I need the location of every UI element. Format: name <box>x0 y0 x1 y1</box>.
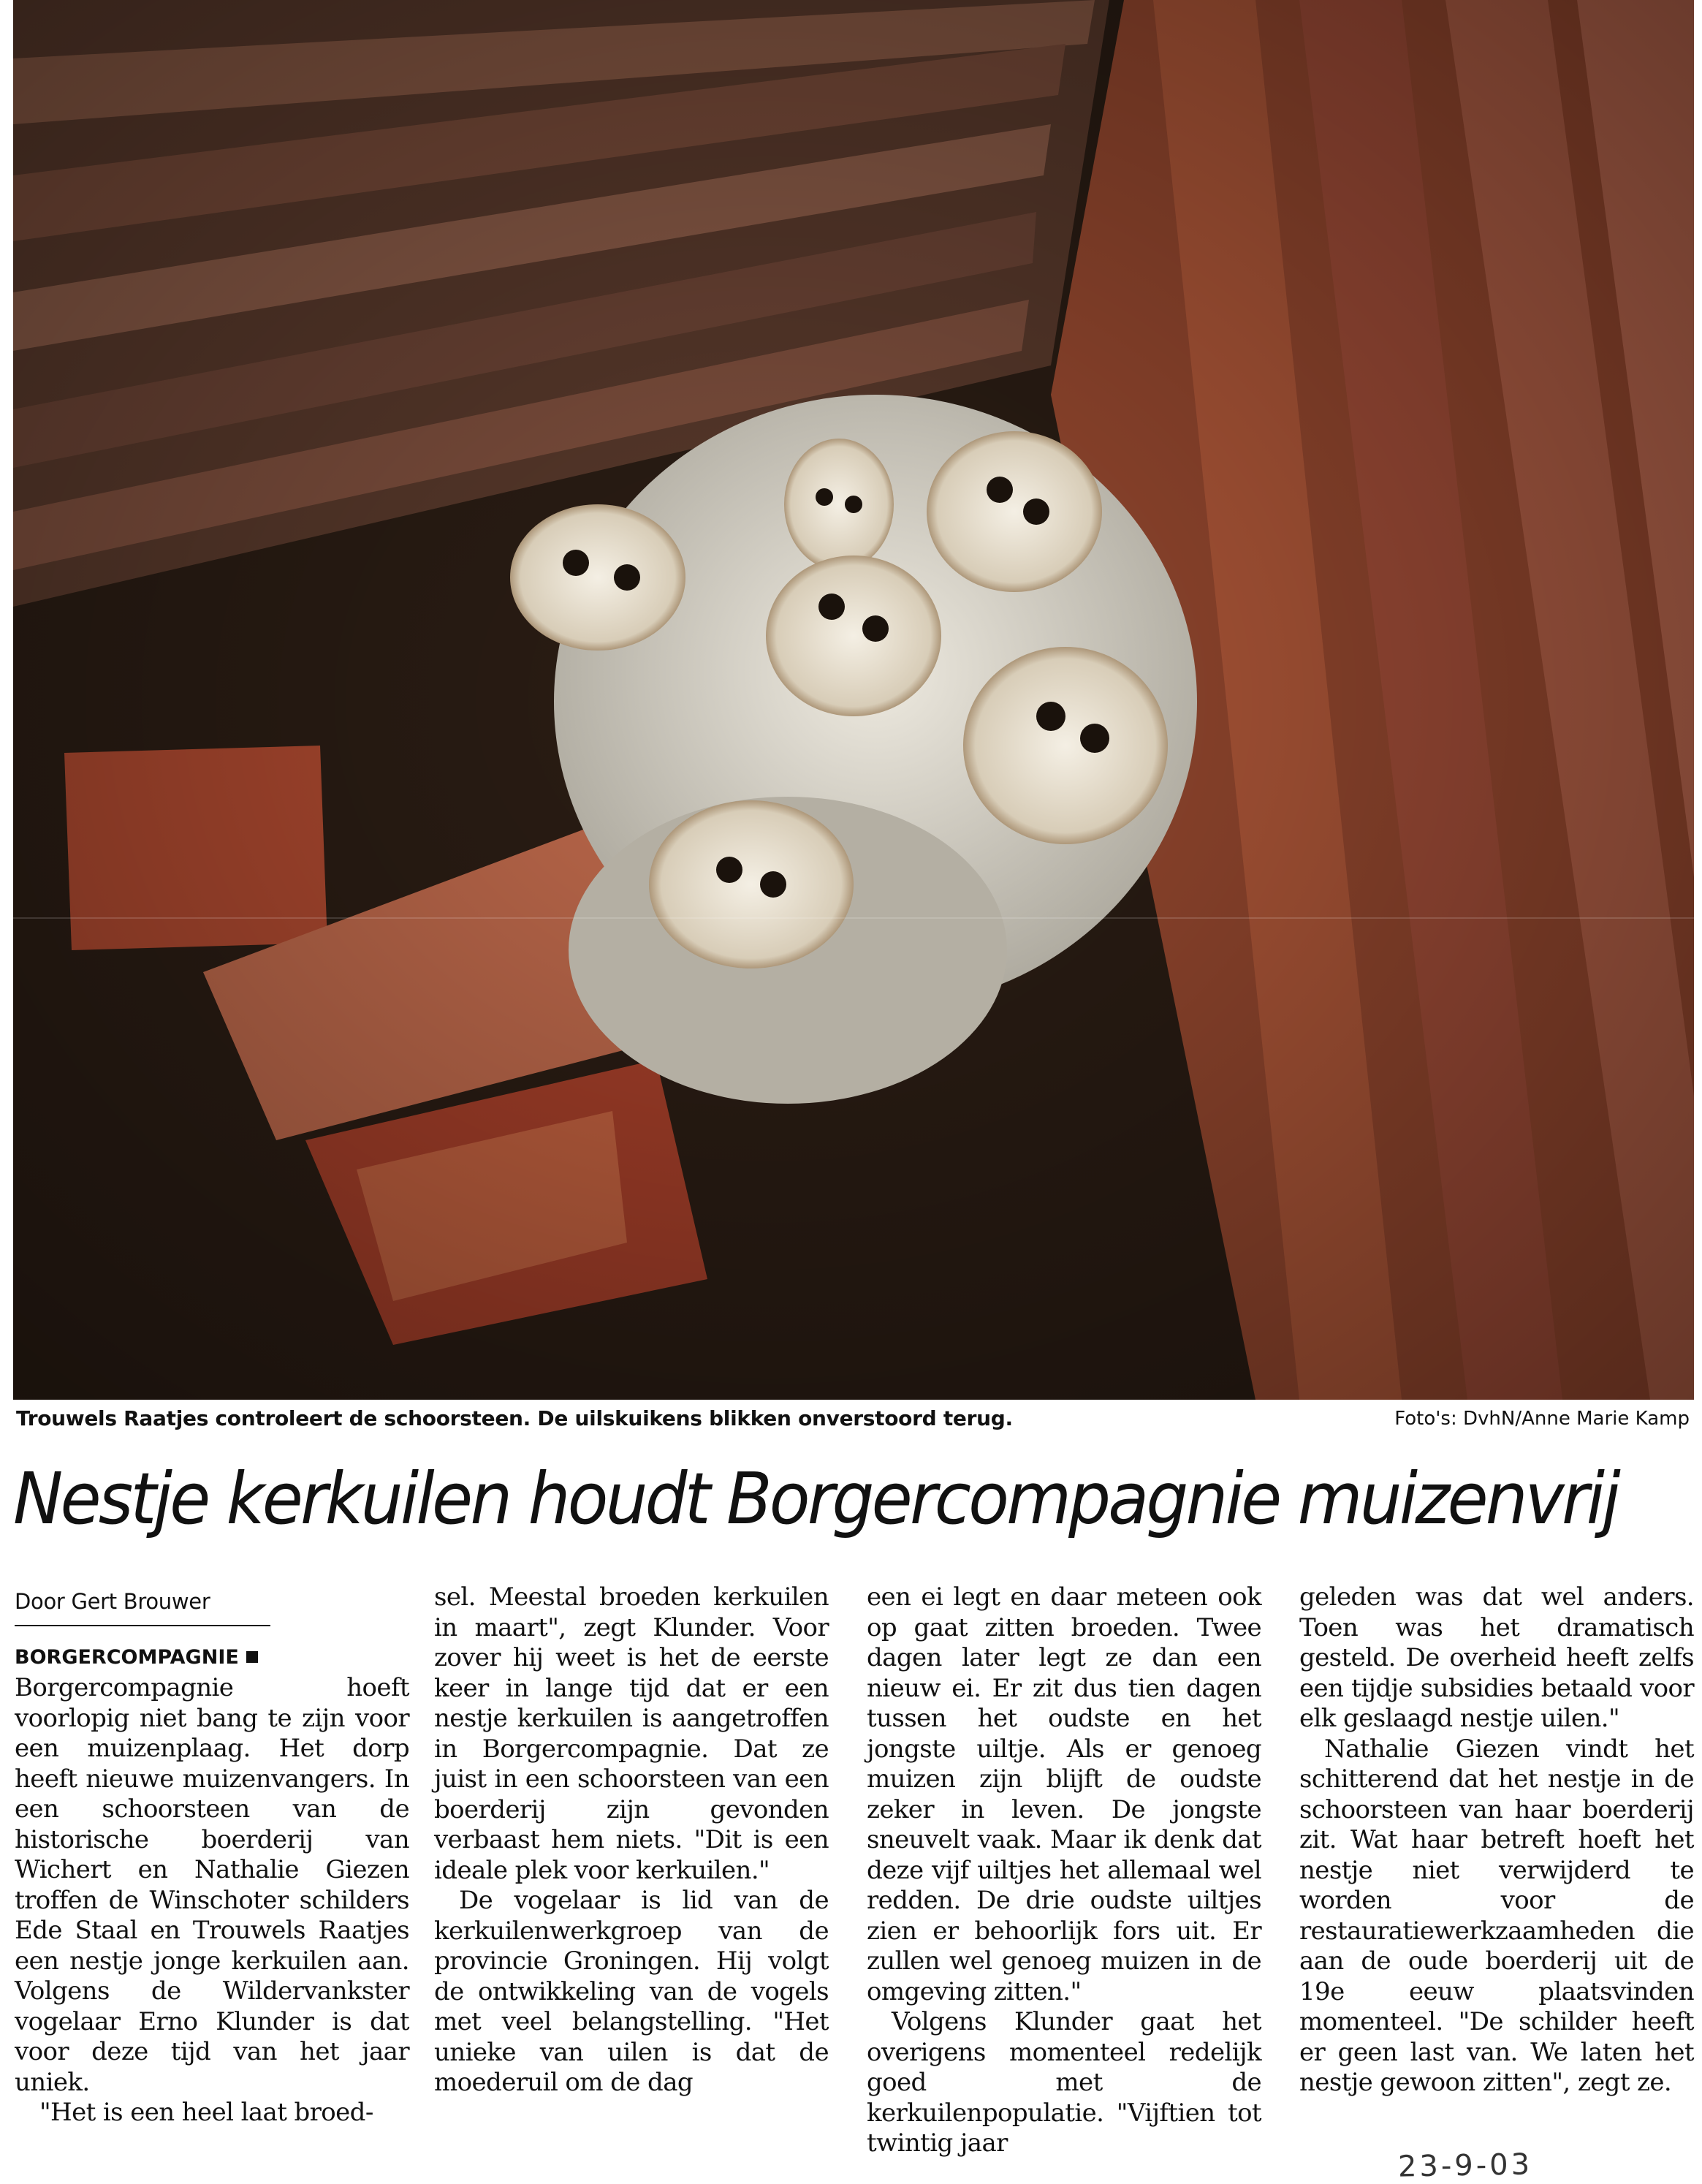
paragraph: "Het is een heel laat broed- <box>39 2098 373 2127</box>
paper-fold-line <box>13 917 1694 919</box>
paragraph: Borgercompagnie hoeft voorlopig niet bang te zijn voor een muizenplaag. Het dorp heeft nieuwe muizenvangers. In een schoorsteen van de historische boerderij van Wichert en Nathalie Giezen troffen de Winschoter schilders Ede Staal en Trouwels Raatjes een nestje jonge kerkuilen aan. Volgens de Wildervankster vogelaar Erno Klunder is dat voor deze tijd van het jaar uniek. <box>15 1673 409 2097</box>
photo-caption-row <box>16 1406 1690 1438</box>
article-headline: Nestje kerkuilen houdt Borgercompagnie muizenvrij <box>13 1457 1618 1540</box>
paragraph: Volgens Klunder gaat het overigens momenteel redelijk goed met de kerkuilenpopulatie. "Vijftien tot twintig jaar <box>867 2007 1261 2158</box>
paragraph: De vogelaar is lid van de kerkuilenwerkgroep van de provincie Groningen. Hij volgt de ontwikkeling van de vogels met veel belangstelling. "Het unieke van uilen is dat de moederuil om de dag <box>434 1886 829 2097</box>
handwritten-date: 23-9-03 <box>1397 2147 1533 2184</box>
photo-caption: Trouwels Raatjes controleert de schoorsteen. De uilskuikens blikken onverstoord terug. <box>16 1406 1013 1430</box>
article-column-3 <box>867 1582 1261 2167</box>
owlets-in-chimney-illustration <box>13 0 1694 1400</box>
paragraph: Nathalie Giezen vindt het schitterend dat het nestje in de schoorsteen van haar boerderij zit. Wat haar betreft hoeft het nestje niet verwijderd te worden voor de restauratiewerkzaamheden die aan de oude boerderij uit de 19e eeuw plaatsvinden momenteel. "De schilder heeft er geen last van. We laten het nestje gewoon zitten", zegt ze. <box>1299 1734 1694 2097</box>
article-column-4 <box>1299 1582 1694 2167</box>
dateline-text: BORGERCOMPAGNIE <box>15 1646 239 1669</box>
article-column-1 <box>15 1582 409 2167</box>
paragraph: geleden was dat wel anders. Toen was het dramatisch gesteld. De overheid heeft zelfs een tijdje subsidies betaald voor elk geslaagd nestje uilen." <box>1299 1582 1694 1733</box>
dateline-square-icon <box>246 1651 258 1663</box>
photo-credit: Foto's: DvhN/Anne Marie Kamp <box>1394 1408 1690 1430</box>
owlets-photo <box>13 0 1694 1400</box>
byline-rule <box>15 1625 270 1626</box>
article-column-2 <box>434 1582 829 2167</box>
paragraph: een ei legt en daar meteen ook op gaat zitten broeden. Twee dagen later legt ze dan een nieuw ei. Er zit dus tien dagen tussen het oudste en het jongste uiltje. Als er genoeg muizen zijn blijft de oudste zeker in leven. De jongste sneuvelt vaak. Maar ik denk dat deze vijf uiltjes het allemaal wel redden. De drie oudste uiltjes zien er behoorlijk fors uit. Er zullen wel genoeg muizen in de omgeving zitten." <box>867 1582 1261 2006</box>
dateline <box>15 1642 409 1673</box>
paragraph: sel. Meestal broeden kerkuilen in maart", zegt Klunder. Voor zover hij weet is het de eerste keer in lange tijd dat er een nestje kerkuilen is aangetroffen in Borgercompagnie. Dat ze juist in een schoorsteen van een boerderij zijn gevonden verbaast hem niets. "Dit is een ideale plek voor kerkuilen." <box>434 1582 829 1885</box>
byline: Door Gert Brouwer <box>15 1589 210 1614</box>
